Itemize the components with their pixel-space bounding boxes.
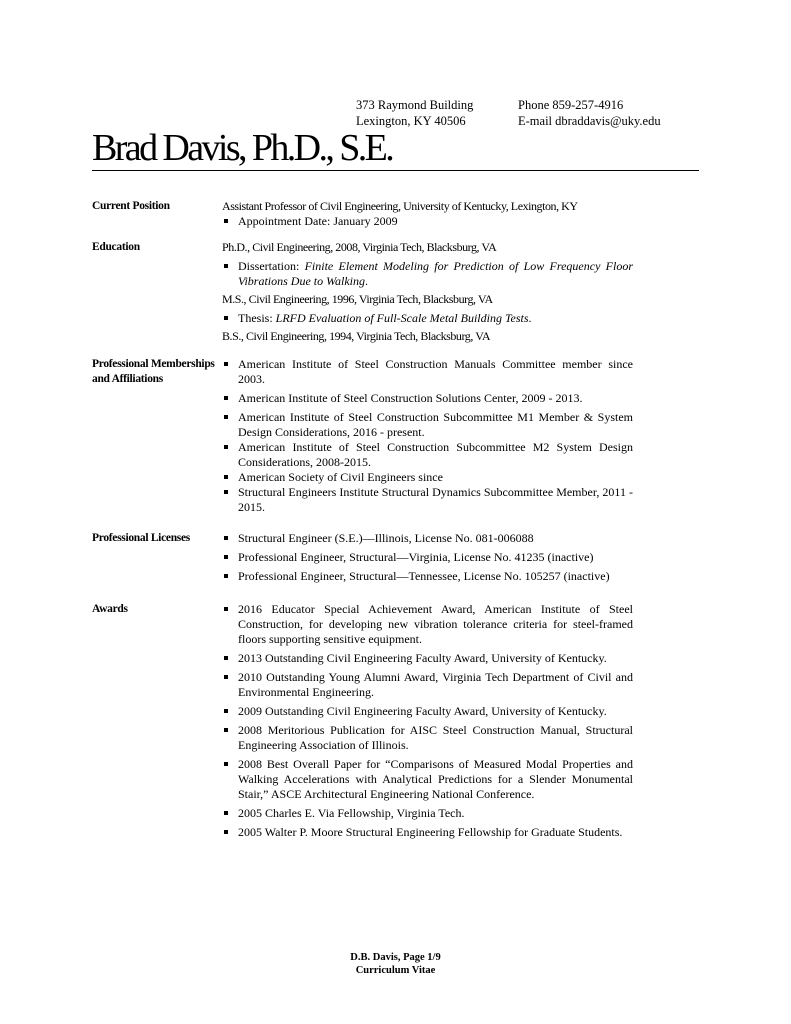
memberships-content [222,357,633,515]
list-item: 2013 Outstanding Civil Engineering Faculty Award, University of Kentucky. [222,651,633,666]
contact-block [518,98,661,129]
list-item: American Institute of Steel Construction Manuals Committee member since 2003. [222,357,633,387]
section-label-memberships: Professional Memberships and Affiliations [92,358,215,385]
page-title: Brad Davis, Ph.D., S.E. [92,127,393,169]
degree-bs: B.S., Civil Engineering, 1994, Virginia Tech, Blacksburg, VA [222,329,491,343]
list-item: American Society of Civil Engineers since [222,470,633,485]
list-item: 2008 Best Overall Paper for “Comparisons of Measured Modal Properties and Walking Accelerations with Analytical Predictions for a Slender Monumental Stair,” ASCE Architectural Engineering National Conference. [222,757,633,802]
section-label-awards: Awards [92,603,128,615]
awards-content [222,602,633,840]
section-label-licenses: Professional Licenses [92,532,190,544]
degree-phd: Ph.D., Civil Engineering, 2008, Virginia Tech, Blacksburg, VA [222,240,497,254]
address-block [356,98,473,129]
awards-list [222,602,633,840]
dissertation-title: Finite Element Modeling for Prediction of Low Frequency Floor Vibrations Due to Walking [238,259,633,288]
address-line-2: Lexington, KY 40506 [356,113,466,128]
phd-notes [222,259,633,289]
list-item: Structural Engineer (S.E.)—Illinois, License No. 081-006088 [222,531,633,546]
list-item: American Institute of Steel Construction Subcommittee M2 System Design Considerations, 2008-2015. [222,440,633,470]
address-line-1: 373 Raymond Building [356,98,474,112]
list-item: Dissertation: Finite Element Modeling for Prediction of Low Frequency Floor Vibrations Due to Walking. [222,259,633,289]
list-item: 2005 Walter P. Moore Structural Engineering Fellowship for Graduate Students. [222,825,633,840]
list-item: 2016 Educator Special Achievement Award, American Institute of Steel Construction, for developing new vibration tolerance criteria for steel-framed floors supporting sensitive equipment. [222,602,633,647]
education-content [222,240,633,344]
ms-notes [222,311,633,326]
list-item: American Institute of Steel Construction Solutions Center, 2009 - 2013. [222,391,633,406]
licenses-list [222,531,633,584]
email-line: E-mail dbraddavis@uky.edu [518,113,661,128]
list-item: 2010 Outstanding Young Alumni Award, Virginia Tech Department of Civil and Environmental Engineering. [222,670,633,700]
list-item: Appointment Date: January 2009 [222,214,633,229]
list-item: American Institute of Steel Construction Subcommittee M1 Member & System Design Considerations, 2016 - present. [222,410,633,440]
list-item: 2008 Meritorious Publication for AISC Steel Construction Manual, Structural Engineering Association of Illinois. [222,723,633,753]
list-item: Thesis: LRFD Evaluation of Full-Scale Metal Building Tests. [222,311,633,326]
position-title: Assistant Professor of Civil Engineering, University of Kentucky, Lexington, KY [222,199,578,213]
footer-page-number: D.B. Davis, Page 1/9 [350,952,441,963]
licenses-content [222,531,633,584]
phone-line: Phone 859-257-4916 [518,98,624,112]
header-divider [92,170,699,171]
page-footer [0,951,791,977]
list-item: Professional Engineer, Structural—Tennessee, License No. 105257 (inactive) [222,569,633,584]
list-item: Structural Engineers Institute Structural Dynamics Subcommittee Member, 2011 - 2015. [222,485,633,515]
memberships-list [222,357,633,515]
thesis-title: LRFD Evaluation of Full-Scale Metal Building Tests [275,311,529,325]
list-item: 2005 Charles E. Via Fellowship, Virginia Tech. [222,806,633,821]
list-item: Professional Engineer, Structural—Virginia, License No. 41235 (inactive) [222,550,633,565]
section-label-education: Education [92,241,140,253]
footer-doc-title: Curriculum Vitae [355,965,436,976]
list-item: 2009 Outstanding Civil Engineering Faculty Award, University of Kentucky. [222,704,633,719]
current-position-content [222,199,633,229]
section-label-current-position: Current Position [92,200,170,212]
current-position-list [222,214,633,229]
degree-ms: M.S., Civil Engineering, 1996, Virginia Tech, Blacksburg, VA [222,292,493,306]
